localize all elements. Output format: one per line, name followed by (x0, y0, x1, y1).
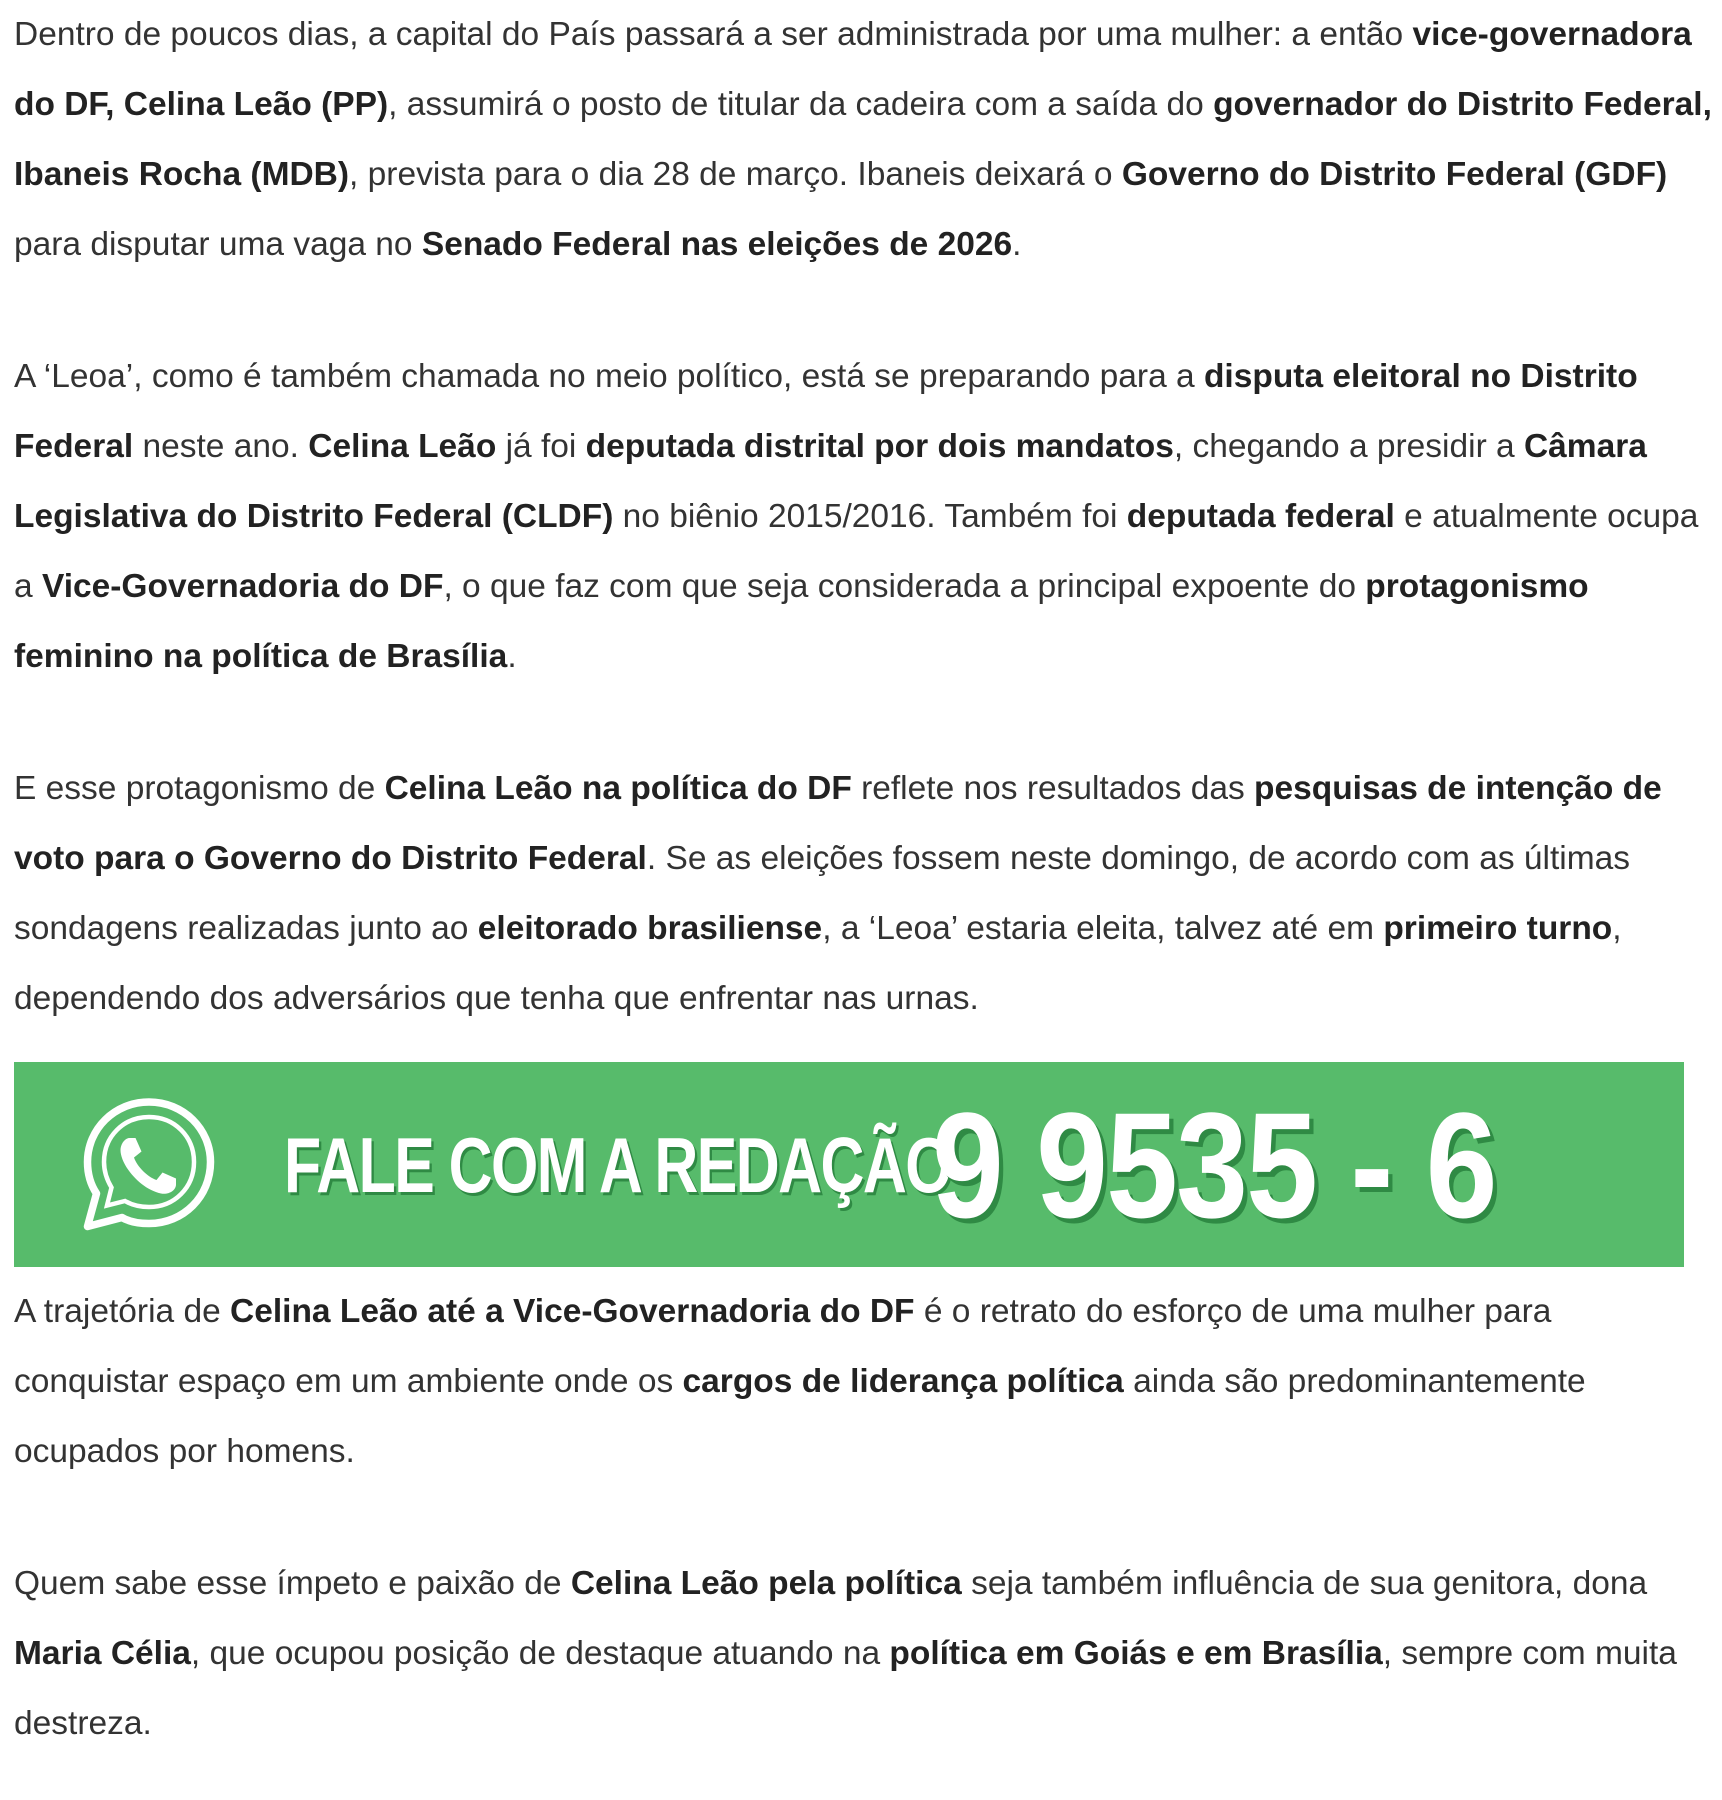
bold-text: Vice-Governadoria do DF (41, 568, 444, 605)
text-segment: , que ocupou posição de destaque atuando na (190, 1635, 890, 1672)
article-body (14, 0, 1714, 1759)
paragraph-3 (14, 754, 1714, 1034)
paragraph-4 (14, 1277, 1714, 1487)
paragraph-spacer (14, 280, 1714, 342)
bold-text: protagonismo feminino na política de Brasília (14, 568, 1589, 675)
bold-text: política em Goiás e em Brasília (889, 1635, 1383, 1672)
text-segment: seja também influência de sua genitora, dona (961, 1565, 1648, 1602)
text-segment: e atualmente ocupa a (14, 498, 1699, 605)
bold-text: Governo do Distrito Federal (GDF) (1121, 156, 1668, 193)
text-segment: A ‘Leoa’, como é também chamada no meio político, está se preparando para a (14, 358, 1204, 395)
bold-text: Senado Federal nas eleições de 2026 (421, 226, 1013, 263)
text-segment: neste ano. (133, 428, 309, 465)
text-segment: A trajetória de (14, 1293, 231, 1330)
bold-text: primeiro turno (1383, 910, 1613, 947)
text-segment: reflete nos resultados das (851, 770, 1255, 807)
text-segment: , sempre com muita destreza. (14, 1635, 1677, 1742)
bold-text: disputa eleitoral no Distrito Federal (14, 358, 1638, 465)
paragraph-2 (14, 342, 1714, 692)
banner-label: FALE COM A REDAÇÃO (284, 1121, 952, 1209)
paragraph-1 (14, 0, 1714, 280)
text-segment: . Se as eleições fossem neste domingo, de acordo com as últimas sondagens realizadas junto ao (14, 840, 1631, 947)
bold-text: cargos de liderança política (682, 1363, 1124, 1400)
paragraph-spacer (14, 1487, 1714, 1549)
text-segment: , a ‘Leoa’ estaria eleita, talvez até em (822, 910, 1384, 947)
whatsapp-contact-banner[interactable] (14, 1062, 1684, 1267)
text-segment: já foi (496, 428, 586, 465)
text-segment: , prevista para o dia 28 de março. Ibaneis deixará o (349, 156, 1122, 193)
bold-text: vice-governadora do DF, Celina Leão (PP) (14, 16, 1692, 123)
text-segment: Dentro de poucos dias, a capital do País passará a ser administrada por uma mulher: a então (14, 16, 1413, 53)
text-segment: no biênio 2015/2016. Também foi (613, 498, 1127, 535)
text-segment: para disputar uma vaga no (14, 226, 422, 263)
text-segment: , dependendo dos adversários que tenha que enfrentar nas urnas. (14, 910, 1622, 1017)
bold-text: eleitorado brasiliense (477, 910, 823, 947)
text-segment: , assumirá o posto de titular da cadeira com a saída do (388, 86, 1214, 123)
text-segment: . (1012, 226, 1022, 263)
text-segment: é o retrato do esforço de uma mulher para conquistar espaço em um ambiente onde os (14, 1293, 1552, 1400)
text-segment: . (507, 638, 517, 675)
bold-text: Celina Leão (308, 428, 497, 465)
bold-text: Celina Leão pela política (570, 1565, 962, 1602)
bold-text: governador do Distrito Federal, Ibaneis Rocha (MDB) (14, 86, 1712, 193)
paragraph-5 (14, 1549, 1714, 1759)
text-segment: , o que faz com que seja considerada a principal expoente do (443, 568, 1366, 605)
text-segment: Quem sabe esse ímpeto e paixão de (14, 1565, 571, 1602)
text-segment: E esse protagonismo de (14, 770, 385, 807)
whatsapp-icon (74, 1090, 224, 1240)
bold-text: deputada federal (1126, 498, 1395, 535)
text-segment: ainda são predominantemente ocupados por homens. (14, 1363, 1586, 1470)
bold-text: Celina Leão até a Vice-Governadoria do DF (230, 1293, 915, 1330)
text-segment: , chegando a presidir a (1173, 428, 1524, 465)
bold-text: Câmara Legislativa do Distrito Federal (CLDF) (14, 428, 1647, 535)
bold-text: pesquisas de intenção de voto para o Governo do Distrito Federal (14, 770, 1662, 877)
bold-text: Maria Célia (14, 1635, 191, 1672)
paragraph-spacer (14, 692, 1714, 754)
bold-text: Celina Leão na política do DF (384, 770, 852, 807)
banner-phone-number[interactable]: 9 9535 - 6 (932, 1081, 1496, 1249)
bold-text: deputada distrital por dois mandatos (585, 428, 1174, 465)
